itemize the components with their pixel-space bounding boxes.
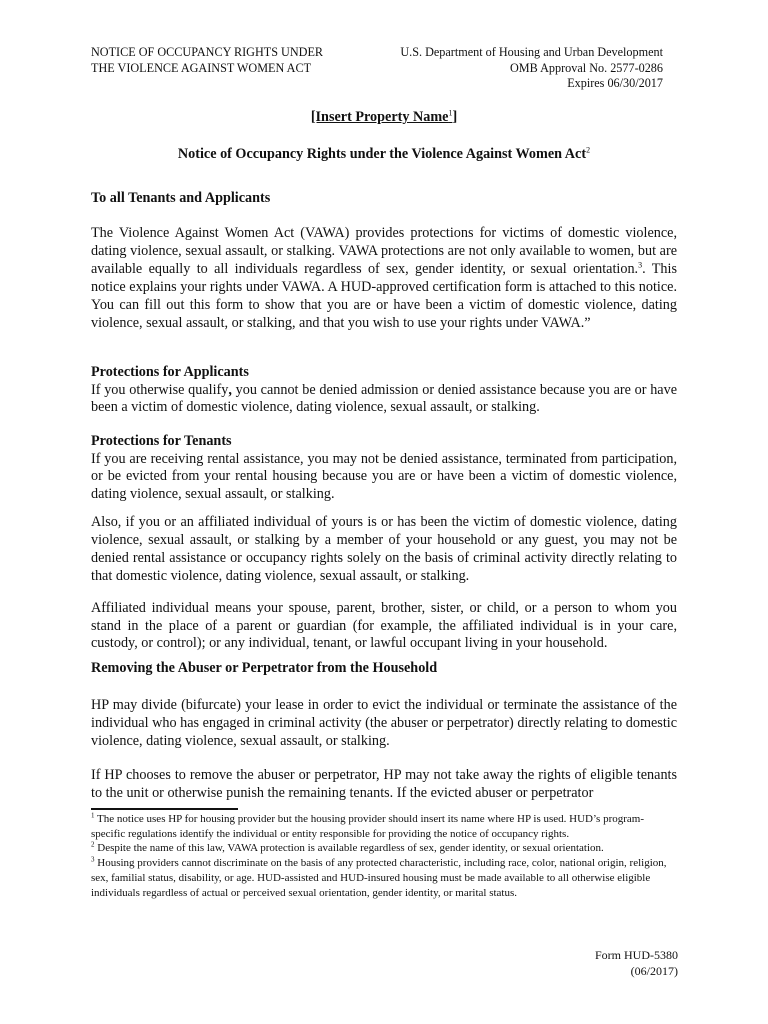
footnotes: [91, 812, 677, 900]
tenants-paragraph-1: If you are receiving rental assistance, you may not be denied assistance, terminated from participation, or be evicted from your rental housing because you are or have been a victim of domestic violence, dating violence, sexual assault, or stalking.: [91, 450, 677, 502]
section-affiliated: [91, 600, 677, 653]
tenants-paragraph-2: Also, if you or an affiliated individual of yours is or has been the victim of domestic violence, dating violence, sexual assault, or stalking by a member of your household or any guest, you may not be denied rental assistance or occupancy rights solely on the basis of criminal activity directly relating to that domestic violence, dating violence, sexual assault, or stalking.: [91, 514, 677, 584]
footnote-2: [91, 841, 677, 856]
section-vawa: [91, 224, 677, 332]
footnote-3: [91, 856, 677, 900]
header-left-line1: NOTICE OF OCCUPANCY RIGHTS UNDER: [91, 45, 324, 59]
applicants-paragraph-part1: If you otherwise qualify: [91, 381, 229, 398]
footnote-ref-1: 1: [448, 108, 453, 118]
header-right-line3: Expires 06/30/2017: [567, 76, 663, 90]
footnote-2-num: 2: [91, 840, 95, 849]
header-right-line1: U.S. Department of Housing and Urban Development: [400, 45, 663, 59]
section-removing: [91, 659, 677, 677]
header-left: [91, 45, 323, 76]
footnote-ref-2: 2: [586, 145, 591, 155]
footnote-2-text: Despite the name of this law, VAWA protection is available regardless of sex, gender identity, or sexual orientation.: [94, 842, 604, 855]
section-applicants: [91, 364, 677, 417]
property-title-close: ]: [452, 109, 458, 125]
affiliated-paragraph: Affiliated individual means your spouse, parent, brother, sister, or child, or a person to whom you stand in the place of a parent or guardian (for example, the affiliated individual is in your care, custody, or control); or any individual, tenant, or lawful occupant living in your household.: [91, 600, 677, 651]
footnote-1-num: 1: [91, 811, 95, 820]
applicants-paragraph-comma: ,: [228, 381, 232, 398]
form-footer: [595, 948, 678, 979]
footnote-1-text: The notice uses HP for housing provider but the housing provider should insert its name where HP is used. HUD’s program-specific regulations identify the individual or entity responsible for providing the notice of occupancy rights.: [91, 813, 645, 840]
removing-paragraph-2: If HP chooses to remove the abuser or perpetrator, HP may not take away the rights of eligible tenants to the unit or otherwise punish the remaining tenants. If the evicted abuser or perpetrator: [91, 767, 677, 801]
vawa-paragraph-part2: . This notice explains your rights under VAWA. A HUD-approved certification form is attached to this notice. You can fill out this form to show that you are or have been a victim of domestic violence, dating violence, sexual assault, or stalking, and that you wish to use your rights under VAWA.”: [91, 261, 677, 331]
section-tenants: [91, 433, 677, 503]
footnote-3-num: 3: [91, 855, 95, 864]
section-to-all: [91, 189, 677, 207]
vawa-paragraph: [91, 224, 677, 332]
notice-title-text: Notice of Occupancy Rights under the Violence Against Women Act: [177, 146, 587, 162]
vawa-paragraph-part1: The Violence Against Women Act (VAWA) provides protections for victims of domestic violence, dating violence, sexual assault, or stalking. VAWA protections are not only available to women, but are available equally to all individuals regardless of sex, gender identity, or sexual orientation.: [91, 225, 677, 277]
removing-paragraph-1: HP may divide (bifurcate) your lease in order to evict the individual or terminate the assistance of the individual who has engaged in criminal activity (the abuser or perpetrator) directly relating to domestic violence, dating violence, sexual assault, or stalking.: [91, 697, 677, 749]
header-right: [400, 45, 663, 92]
section-removing-2: [91, 766, 677, 802]
footnote-3-text: Housing providers cannot discriminate on the basis of any protected characteristic, including race, color, national origin, religion, sex, familial status, disability, or age. HUD-assisted and HUD-insured housing must be made available to all otherwise eligible individuals regardless of actual or perceived sexual orientation, gender identity, or marital status.: [91, 857, 667, 899]
footnote-ref-3: 3: [638, 260, 643, 270]
property-title: [91, 109, 677, 126]
property-title-text: [Insert Property Name: [310, 109, 449, 125]
applicants-paragraph-part2: you cannot be denied admission or denied assistance because you are or have been a victim of domestic violence, dating violence, sexual assault, or stalking.: [91, 381, 677, 415]
header-right-line2: OMB Approval No. 2577-0286: [509, 60, 663, 75]
heading-protections-tenants: Protections for Tenants: [91, 433, 232, 449]
section-removing-1: [91, 696, 677, 750]
section-tenants-2: [91, 513, 677, 585]
footnote-1: [91, 812, 677, 841]
heading-removing-abuser: Removing the Abuser or Perpetrator from the Household: [91, 660, 438, 676]
footnote-separator: [91, 808, 238, 810]
heading-protections-applicants: Protections for Applicants: [91, 364, 249, 380]
heading-to-all-tenants: To all Tenants and Applicants: [91, 190, 271, 206]
footer-form-date: (06/2017): [630, 963, 678, 978]
footer-form-number: Form HUD-5380: [595, 948, 678, 962]
header-left-line2: THE VIOLENCE AGAINST WOMEN ACT: [91, 60, 312, 75]
applicants-paragraph: [91, 382, 677, 417]
notice-title: [91, 146, 677, 163]
